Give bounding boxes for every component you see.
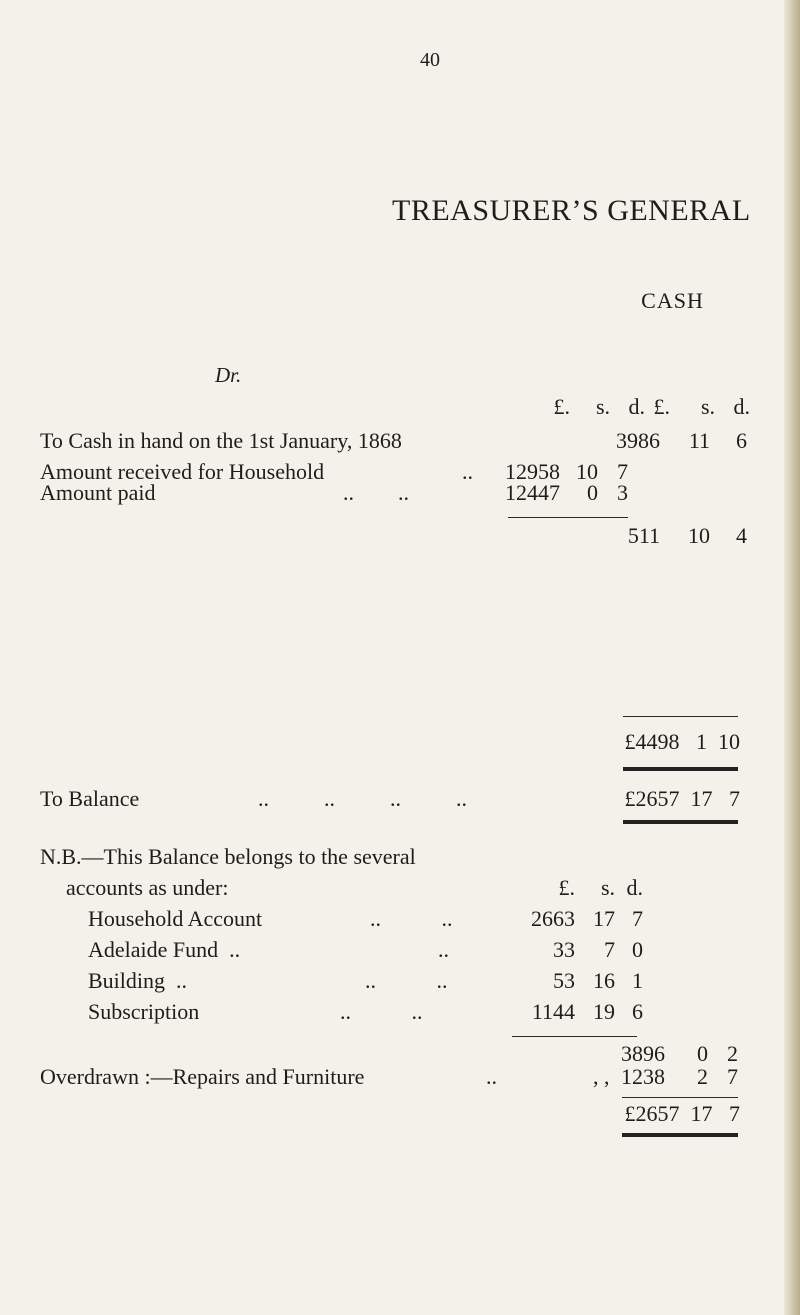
sub-account-label: Subscription (88, 999, 200, 1024)
subtotal-shillings: 0 (697, 1041, 708, 1066)
difference-pounds: 511 (627, 523, 660, 548)
header-pounds: £. (553, 394, 570, 419)
ledger-row-total-pence: 6 (736, 428, 747, 453)
page-title: TREASURER’S GENERAL (392, 194, 751, 227)
sub-account-label: Household Account (88, 906, 263, 931)
ledger-row-dots: .. .. (343, 480, 409, 505)
ledger-row-shillings: 0 (587, 480, 598, 505)
sub-account-pounds: 53 (553, 968, 575, 993)
difference-shillings: 10 (688, 523, 710, 548)
note-header-pounds: £. (558, 875, 575, 900)
final-total: £2657 17 7 (624, 1101, 740, 1126)
sub-account-shillings: 19 (593, 999, 615, 1024)
sub-account-label: Building .. (88, 968, 188, 993)
ledger-row-pounds: 12958 (505, 459, 560, 484)
note-header-pence: d. (626, 875, 643, 900)
note-header-shillings: s. (600, 875, 615, 900)
sub-account-dots: .. .. (365, 968, 448, 993)
page-edge (784, 0, 800, 1315)
overdrawn-dots: .. (486, 1064, 497, 1089)
ledger-row-shillings: 10 (576, 459, 598, 484)
difference-pence: 4 (736, 523, 747, 548)
header-shillings-total: s. (700, 394, 715, 419)
final-total-double-rule (622, 1133, 738, 1137)
sub-account-pounds: 33 (553, 937, 575, 962)
ledger-row-label: Amount paid (40, 480, 156, 505)
debit-label: Dr. (215, 363, 242, 387)
ledger-row-pounds: 12447 (505, 480, 560, 505)
sub-account-pence: 0 (632, 937, 643, 962)
sub-account-shillings: 7 (604, 937, 615, 962)
total-rule (623, 716, 738, 717)
sub-account-pence: 7 (632, 906, 643, 931)
sub-account-pounds: 2663 (531, 906, 575, 931)
sub-account-dots: .. .. (370, 906, 453, 931)
balance-double-rule (623, 820, 738, 824)
total-double-rule (623, 767, 738, 771)
sub-account-pence: 6 (632, 999, 643, 1024)
subtotal-pounds: 3896 (621, 1041, 665, 1066)
page-subtitle: CASH (641, 288, 704, 313)
note-subheading: accounts as under: (66, 875, 229, 900)
ledger-row-dots: .. (462, 459, 473, 484)
subtraction-rule (508, 517, 628, 518)
sub-account-dots: .. (438, 937, 449, 962)
ledger-row-label: To Cash in hand on the 1st January, 1868 (40, 428, 402, 453)
subtotal-pence: 2 (727, 1041, 738, 1066)
overdrawn-dots-2: , , (593, 1064, 610, 1089)
ledger-row-total-pounds: 3986 (616, 428, 660, 453)
header-pence: d. (628, 394, 645, 419)
sub-account-pounds: 1144 (531, 999, 575, 1024)
sub-account-label: Adelaide Fund .. (88, 937, 241, 962)
final-total-rule (622, 1097, 738, 1098)
header-pence-total: d. (733, 394, 750, 419)
account-total: £4498 1 10 (624, 729, 740, 754)
ledger-row-pence: 7 (617, 459, 628, 484)
sub-account-shillings: 17 (593, 906, 615, 931)
overdrawn-label: Overdrawn :—Repairs and Furniture (40, 1064, 365, 1089)
sub-account-shillings: 16 (593, 968, 615, 993)
ledger-row-total-shillings: 11 (688, 428, 710, 453)
balance-dots: .. .. .. .. (258, 786, 467, 811)
balance-amount: £2657 17 7 (624, 786, 740, 811)
balance-label: To Balance (40, 786, 140, 811)
sub-account-pence: 1 (632, 968, 643, 993)
header-shillings: s. (595, 394, 610, 419)
ledger-row-pence: 3 (617, 480, 628, 505)
sub-account-rule (512, 1036, 637, 1037)
header-pounds-total: £. (653, 394, 670, 419)
note-heading: N.B.—This Balance belongs to the several (40, 844, 416, 869)
overdrawn-shillings: 2 (697, 1064, 708, 1089)
overdrawn-pence: 7 (727, 1064, 738, 1089)
overdrawn-pounds: 1238 (621, 1064, 665, 1089)
ledger-row-label: Amount received for Household (40, 459, 325, 484)
sub-account-dots: .. .. (340, 999, 423, 1024)
page-number: 40 (420, 49, 440, 71)
